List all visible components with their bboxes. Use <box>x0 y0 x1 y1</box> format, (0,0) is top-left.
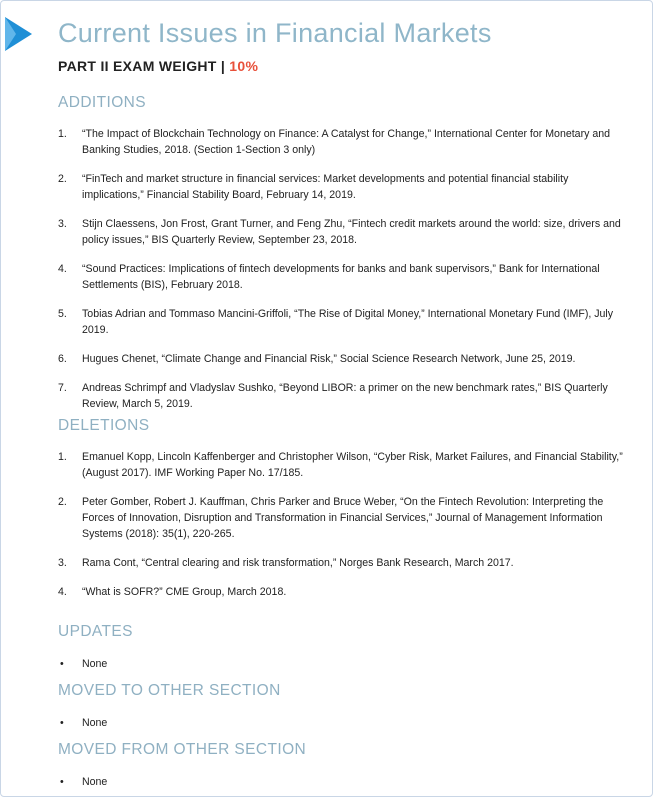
exam-weight-label: PART II EXAM WEIGHT | <box>58 58 226 74</box>
list-item: 5. Tobias Adrian and Tommaso Mancini-Griffoli, “The Rise of Digital Money,” International Monetary Fund (IMF), July 2019. <box>58 308 614 336</box>
arrow-highlight <box>5 17 16 51</box>
bullet-icon: • <box>60 717 64 729</box>
list-item: • None <box>60 776 108 788</box>
moved-from-heading: MOVED FROM OTHER SECTION <box>58 741 307 758</box>
list-item: • None <box>60 658 108 670</box>
deletions-list <box>58 449 633 613</box>
list-item: 2. Peter Gomber, Robert J. Kauffman, Chris Parker and Bruce Weber, “On the Fintech Revolution: Interpreting the Forces of Innovation, Disruption and Transformation in Financial Services,” Journal of Management Information Systems (2018): 35(1), 220-265. <box>58 496 604 540</box>
exam-weight <box>58 58 258 74</box>
list-item: • None <box>60 717 108 729</box>
additions-list <box>58 126 633 425</box>
list-item: 3. Rama Cont, “Central clearing and risk transformation,” Norges Bank Research, March 2017. <box>58 557 514 569</box>
moved-to-list <box>58 715 633 731</box>
list-item: 2. “FinTech and market structure in financial services: Market developments and potential financial stability implications,” Financial Stability Board, February 14, 2019. <box>58 173 569 201</box>
exam-weight-value: 10% <box>229 58 259 74</box>
updates-heading: UPDATES <box>58 623 133 640</box>
list-item: 3. Stijn Claessens, Jon Frost, Grant Turner, and Feng Zhu, “Fintech credit markets around the world: size, drivers and policy issues,” BIS Quarterly Review, September 23, 2018. <box>58 218 621 246</box>
list-item: 6. Hugues Chenet, “Climate Change and Financial Risk,” Social Science Research Network, June 25, 2019. <box>58 353 576 365</box>
list-item: 1. Emanuel Kopp, Lincoln Kaffenberger and Christopher Wilson, “Cyber Risk, Market Failures, and Financial Stability,” (August 2017). IMF Working Paper No. 17/185. <box>58 451 623 479</box>
additions-heading: ADDITIONS <box>58 94 146 111</box>
list-item: 7. Andreas Schrimpf and Vladyslav Sushko, “Beyond LIBOR: a primer on the new benchmark rates,” BIS Quarterly Review, March 5, 2019. <box>58 382 608 410</box>
bullet-icon: • <box>60 658 64 670</box>
list-item: 4. “What is SOFR?” CME Group, March 2018. <box>58 586 287 598</box>
page-title: Current Issues in Financial Markets <box>58 18 492 48</box>
updates-list <box>58 656 633 672</box>
moved-to-heading: MOVED TO OTHER SECTION <box>58 682 281 699</box>
list-item: 4. “Sound Practices: Implications of fintech developments for banks and bank supervisors,” Bank for International Settlements (BIS), February 2018. <box>58 263 600 291</box>
deletions-heading: DELETIONS <box>58 417 150 434</box>
moved-from-list <box>58 774 633 790</box>
bullet-icon: • <box>60 776 64 788</box>
list-item: 1. “The Impact of Blockchain Technology on Finance: A Catalyst for Change,” International Center for Monetary and Banking Studies, 2018. (Section 1-Section 3 only) <box>58 128 611 156</box>
